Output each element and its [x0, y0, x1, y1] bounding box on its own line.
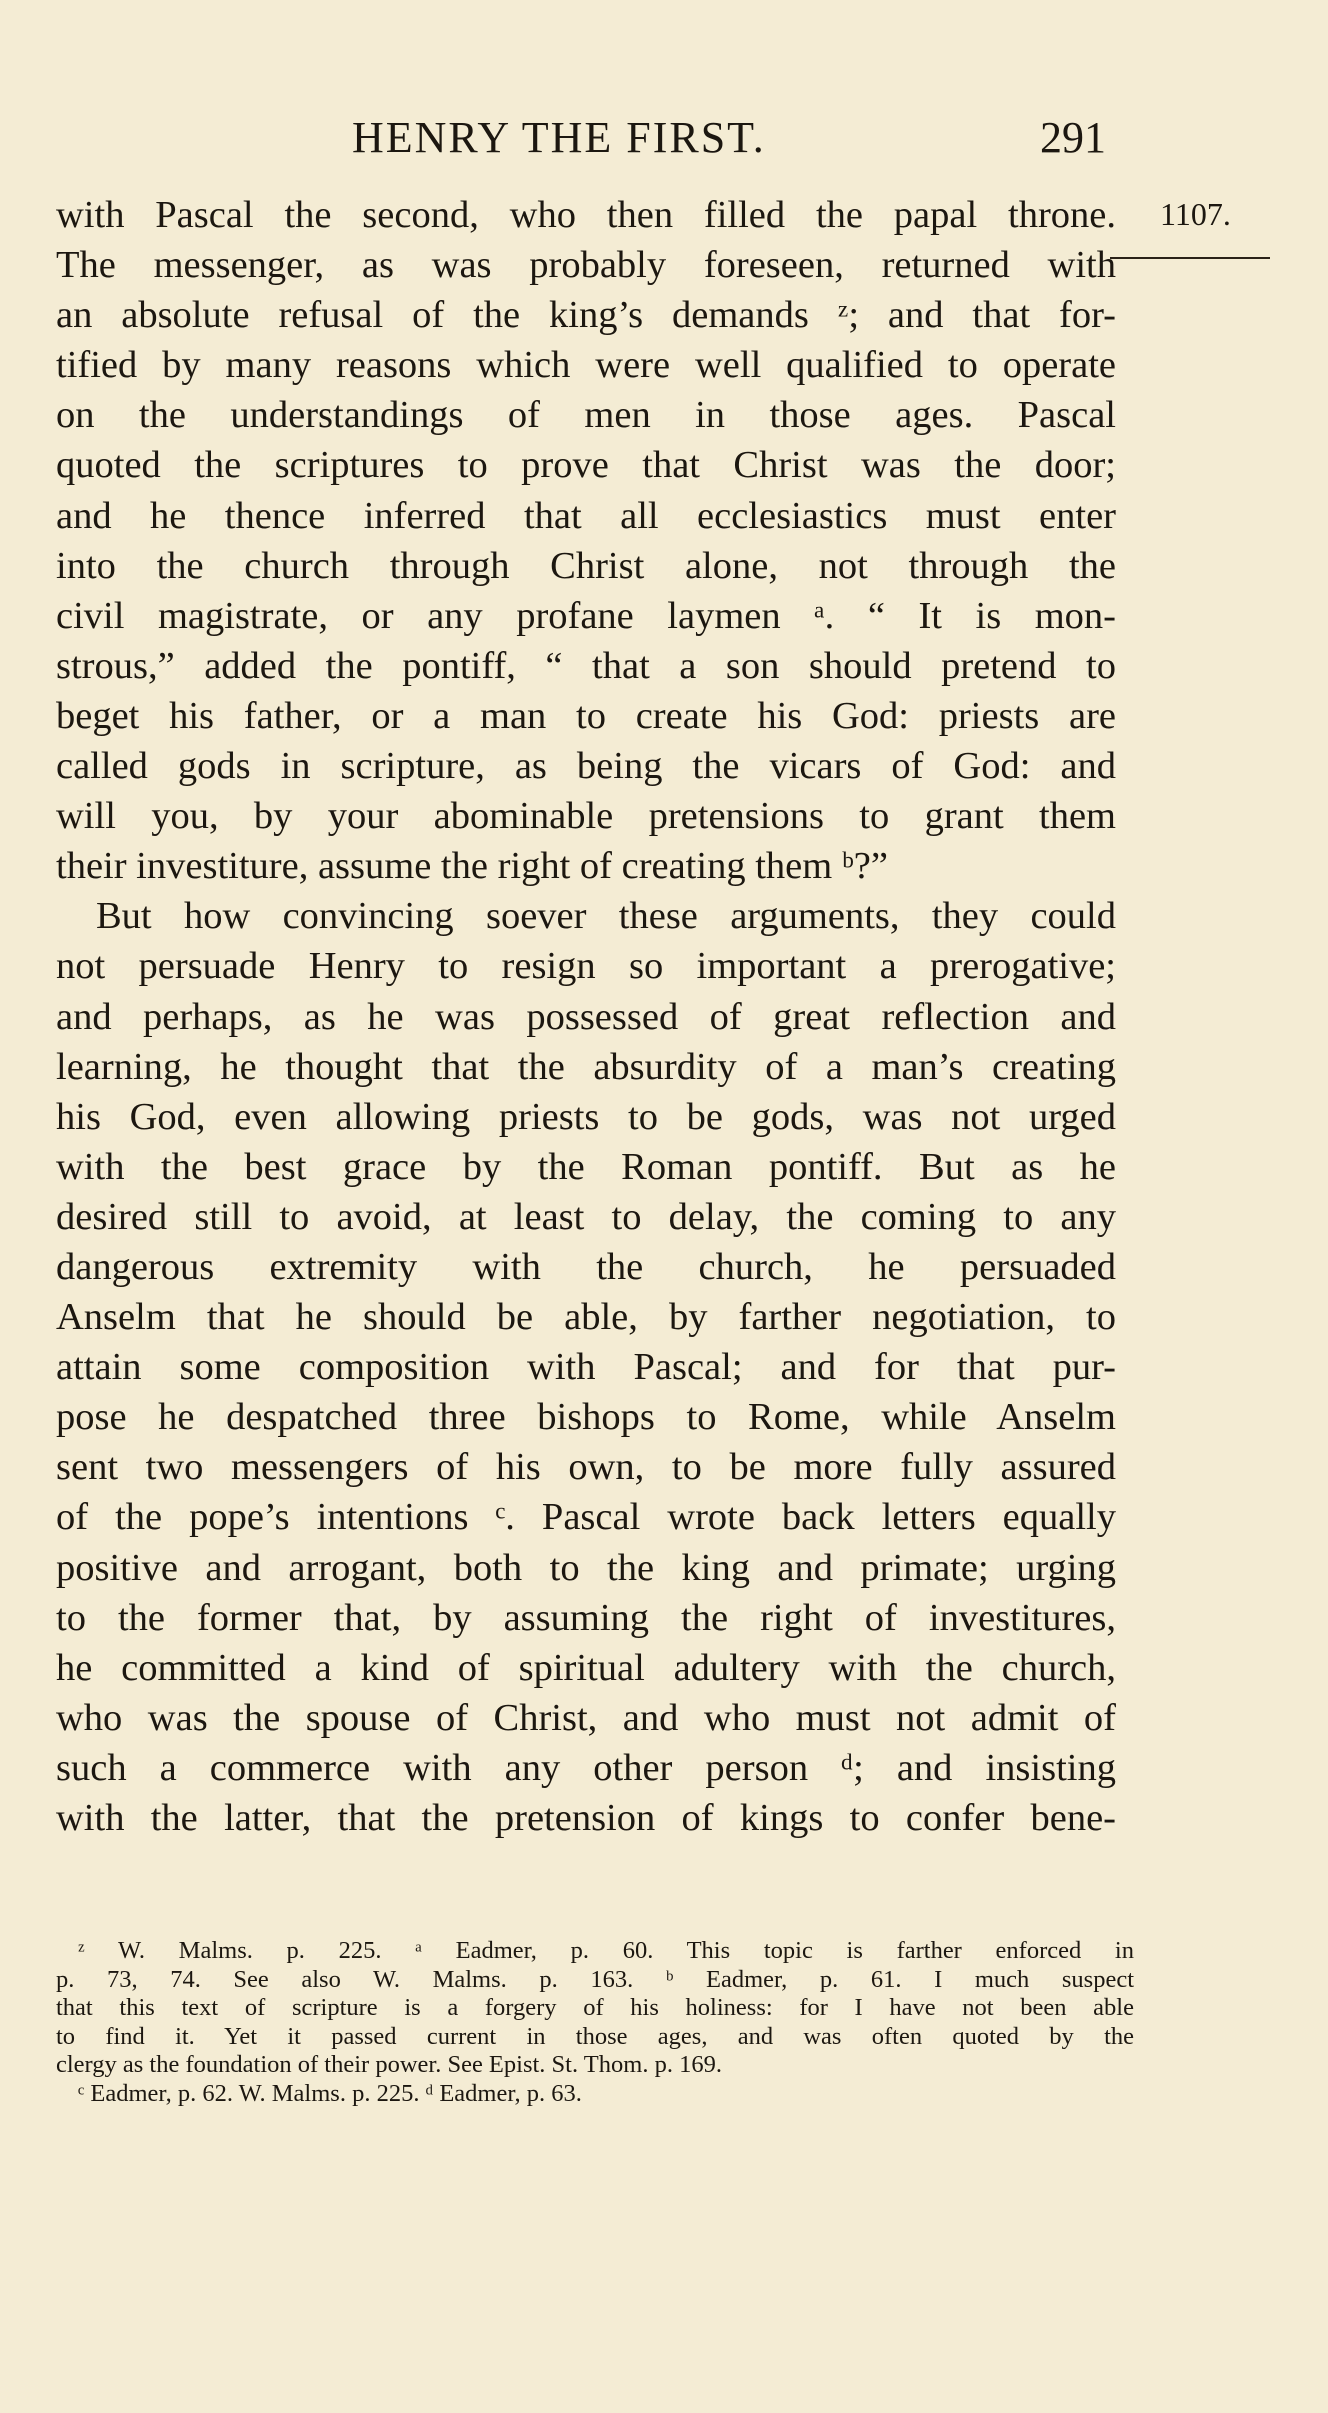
body-line: on the understandings of men in those ages. Pascal: [56, 394, 1116, 437]
footnotes: [56, 1937, 1134, 2109]
running-title: HENRY THE FIRST.: [352, 113, 766, 162]
body-line: desired still to avoid, at least to delay, the coming to any: [56, 1195, 1116, 1238]
body-line: But how convincing soever these arguments, they could: [96, 895, 1116, 938]
body-line: not persuade Henry to resign so important a prerogative;: [56, 945, 1116, 988]
body-line: an absolute refusal of the king’s demands ᶻ; and that for-: [56, 294, 1116, 337]
body-line: into the church through Christ alone, not through the: [56, 544, 1116, 587]
body-line: with the best grace by the Roman pontiff. But as he: [56, 1145, 1116, 1188]
body-line: their investiture, assume the right of creating them ᵇ?”: [56, 845, 888, 888]
body-line: he committed a kind of spiritual adultery with the church,: [56, 1646, 1116, 1689]
body-line: who was the spouse of Christ, and who must not admit of: [56, 1696, 1116, 1739]
body-line: attain some composition with Pascal; and for that pur-: [56, 1346, 1116, 1389]
footnote-line: to find it. Yet it passed current in those ages, and was often quoted by the: [56, 2022, 1134, 2050]
body-line: dangerous extremity with the church, he persuaded: [56, 1245, 1116, 1288]
footnote-line: that this text of scripture is a forgery of his holiness: for I have not been able: [56, 1994, 1134, 2022]
margin-year-note: 1107.: [1160, 196, 1231, 232]
body-line: to the former that, by assuming the right of investitures,: [56, 1596, 1116, 1639]
body-line: quoted the scriptures to prove that Christ was the door;: [56, 444, 1116, 487]
body-line: sent two messengers of his own, to be more fully assured: [56, 1446, 1116, 1489]
body-line: of the pope’s intentions ᶜ. Pascal wrote back letters equally: [56, 1496, 1116, 1539]
margin-rule: [1110, 257, 1270, 259]
body-line: learning, he thought that the absurdity of a man’s creating: [56, 1045, 1116, 1088]
body-line: such a commerce with any other person ᵈ; and insisting: [56, 1746, 1116, 1789]
body-line: The messenger, as was probably foreseen, returned with: [56, 244, 1116, 287]
body-line: his God, even allowing priests to be gods, was not urged: [56, 1095, 1116, 1138]
body-line: tified by many reasons which were well qualified to operate: [56, 344, 1116, 387]
page-number: 291: [1040, 113, 1106, 162]
body-line: positive and arrogant, both to the king and primate; urging: [56, 1546, 1116, 1589]
body-line: beget his father, or a man to create his God: priests are: [56, 694, 1116, 737]
footnote-line: p. 73, 74. See also W. Malms. p. 163. ᵇ Eadmer, p. 61. I much suspect: [56, 1965, 1134, 1993]
body-line: strous,” added the pontiff, “ that a son should pretend to: [56, 644, 1116, 687]
body-line: civil magistrate, or any profane laymen ᵃ. “ It is mon-: [56, 594, 1116, 637]
body-line: will you, by your abominable pretensions to grant them: [56, 795, 1116, 838]
footnote-line: clergy as the foundation of their power. See Epist. St. Thom. p. 169.: [56, 2051, 722, 2079]
body-line: and perhaps, as he was possessed of great reflection and: [56, 995, 1116, 1038]
body-line: with the latter, that the pretension of kings to confer bene-: [56, 1797, 1116, 1839]
body-line: pose he despatched three bishops to Rome, while Anselm: [56, 1396, 1116, 1439]
body-line: Anselm that he should be able, by farther negotiation, to: [56, 1296, 1116, 1339]
body-line: with Pascal the second, who then filled the papal throne.: [56, 194, 1116, 236]
footnote-line: ᶻ W. Malms. p. 225. ᵃ Eadmer, p. 60. This topic is farther enforced in: [78, 1937, 1134, 1964]
body-text: [56, 190, 1116, 1843]
footnote-line: ᶜ Eadmer, p. 62. W. Malms. p. 225. ᵈ Eadmer, p. 63.: [78, 2079, 582, 2107]
body-line: and he thence inferred that all ecclesiastics must enter: [56, 494, 1116, 537]
page-header: [0, 112, 1328, 172]
body-line: called gods in scripture, as being the vicars of God: and: [56, 745, 1116, 788]
